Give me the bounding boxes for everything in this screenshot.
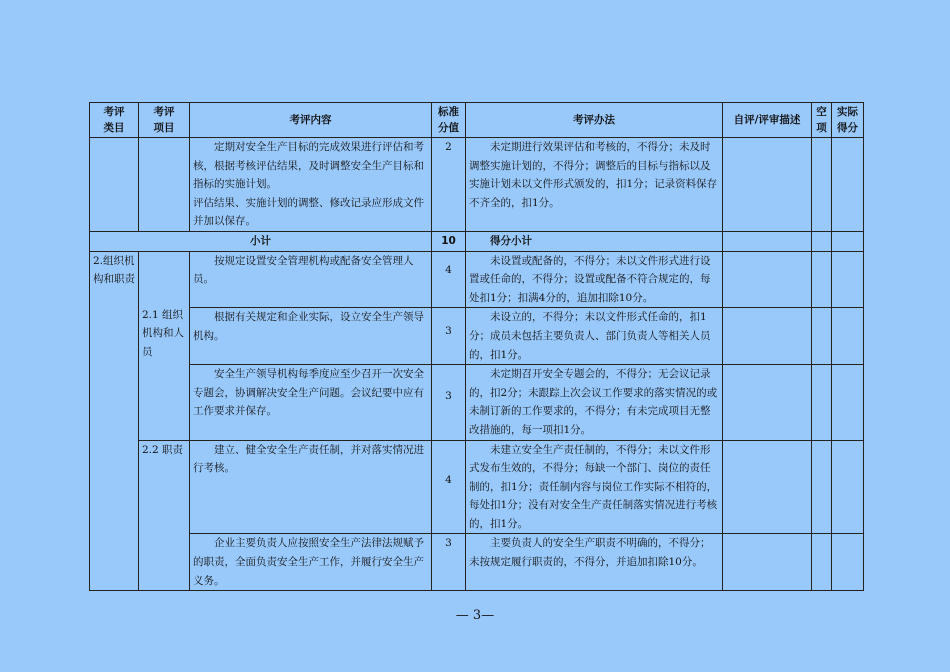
self-eval-cell: [723, 231, 812, 251]
blank-cell: [812, 231, 832, 251]
self-eval-cell: [723, 365, 812, 440]
self-eval-cell: [723, 534, 812, 591]
content-cell: 建立、健全安全生产责任制，并对落实情况进行考核。: [190, 440, 432, 534]
self-eval-cell: [723, 251, 812, 308]
method-cell: 未设立的，不得分；未以文件形式任命的，扣1分；成员未包括主要负责人、部门负责人等相关人员的，扣1分。: [466, 308, 723, 365]
method-cell: 未设置或配备的，不得分；未以文件形式进行设置或任命的，不得分；设置或配备不符合规定的，每处扣1分；扣满4分的，追加扣除10分。: [466, 251, 723, 308]
table-row: [90, 440, 864, 534]
category-cell: [90, 138, 139, 232]
self-eval-cell: [723, 308, 812, 365]
score-cell: 4: [432, 440, 466, 534]
subtotal-row: [90, 231, 864, 251]
method-cell: 未定期进行效果评估和考核的，不得分；未及时调整实施计划的，不得分；调整后的目标与指标以及实施计划未以文件形式颁发的，扣1分；记录资料保存不齐全的，扣1分。: [466, 138, 723, 232]
score-cell: 3: [432, 365, 466, 440]
header-self-eval: 自评/评审描述: [723, 103, 812, 138]
subtotal-score: 10: [432, 231, 466, 251]
table-row: [90, 534, 864, 591]
content-cell: 企业主要负责人应按照安全生产法律法规赋予的职责，全面负责安全生产工作，并履行安全生产义务。: [190, 534, 432, 591]
actual-score-cell: [832, 138, 864, 232]
self-eval-cell: [723, 138, 812, 232]
category-cell: 2.组织机构和职责: [90, 251, 139, 591]
blank-cell: [812, 365, 832, 440]
blank-cell: [812, 440, 832, 534]
method-cell: 未定期召开安全专题会的，不得分；无会议记录的，扣2分；未跟踪上次会议工作要求的落实情况的或未制订新的工作要求的，不得分；有未完成项目无整改措施的，每一项扣1分。: [466, 365, 723, 440]
self-eval-cell: [723, 440, 812, 534]
header-row: [90, 103, 864, 138]
content-cell: 根据有关规定和企业实际，设立安全生产领导机构。: [190, 308, 432, 365]
subtotal-method: 得分小计: [466, 231, 723, 251]
header-method: 考评办法: [466, 103, 723, 138]
actual-score-cell: [832, 231, 864, 251]
page-number: — 3—: [455, 608, 495, 623]
table-row: [90, 308, 864, 365]
actual-score-cell: [832, 440, 864, 534]
item-cell: 2.1 组织机构和人员: [139, 251, 190, 440]
content-cell: 安全生产领导机构每季度应至少召开一次安全专题会，协调解决安全生产问题。会议纪要中应有工作要求并保存。: [190, 365, 432, 440]
blank-cell: [812, 534, 832, 591]
method-cell: 主要负责人的安全生产职责不明确的，不得分；未按规定履行职责的，不得分，并追加扣除10分。: [466, 534, 723, 591]
table-row: [90, 251, 864, 308]
score-cell: 3: [432, 308, 466, 365]
score-cell: 2: [432, 138, 466, 232]
blank-cell: [812, 138, 832, 232]
content-cell: 按规定设置安全管理机构或配备安全管理人员。: [190, 251, 432, 308]
subtotal-label: 小计: [90, 231, 432, 251]
header-blank: 空 项: [812, 103, 832, 138]
item-cell: [139, 138, 190, 232]
actual-score-cell: [832, 534, 864, 591]
table-row: [90, 138, 864, 232]
actual-score-cell: [832, 251, 864, 308]
evaluation-table: [89, 102, 864, 591]
blank-cell: [812, 251, 832, 308]
method-cell: 未建立安全生产责任制的，不得分；未以文件形式发布生效的，不得分；每缺一个部门、岗位的责任制的，扣1分；责任制内容与岗位工作实际不相符的，每处扣1分；没有对安全生产责任制落实情况进行考核的，扣1分。: [466, 440, 723, 534]
content-cell: 定期对安全生产目标的完成效果进行评估和考核，根据考核评估结果，及时调整安全生产目标和指标的实施计划。 评估结果、实施计划的调整、修改记录应形成文件并加以保存。: [190, 138, 432, 232]
header-category: 考评 类目: [90, 103, 139, 138]
blank-cell: [812, 308, 832, 365]
header-score: 标准 分值: [432, 103, 466, 138]
table-row: [90, 365, 864, 440]
item-cell: 2.2 职责: [139, 440, 190, 591]
header-content: 考评内容: [190, 103, 432, 138]
header-actual: 实际 得分: [832, 103, 864, 138]
score-cell: 4: [432, 251, 466, 308]
header-item: 考评 项目: [139, 103, 190, 138]
actual-score-cell: [832, 308, 864, 365]
score-cell: 3: [432, 534, 466, 591]
actual-score-cell: [832, 365, 864, 440]
